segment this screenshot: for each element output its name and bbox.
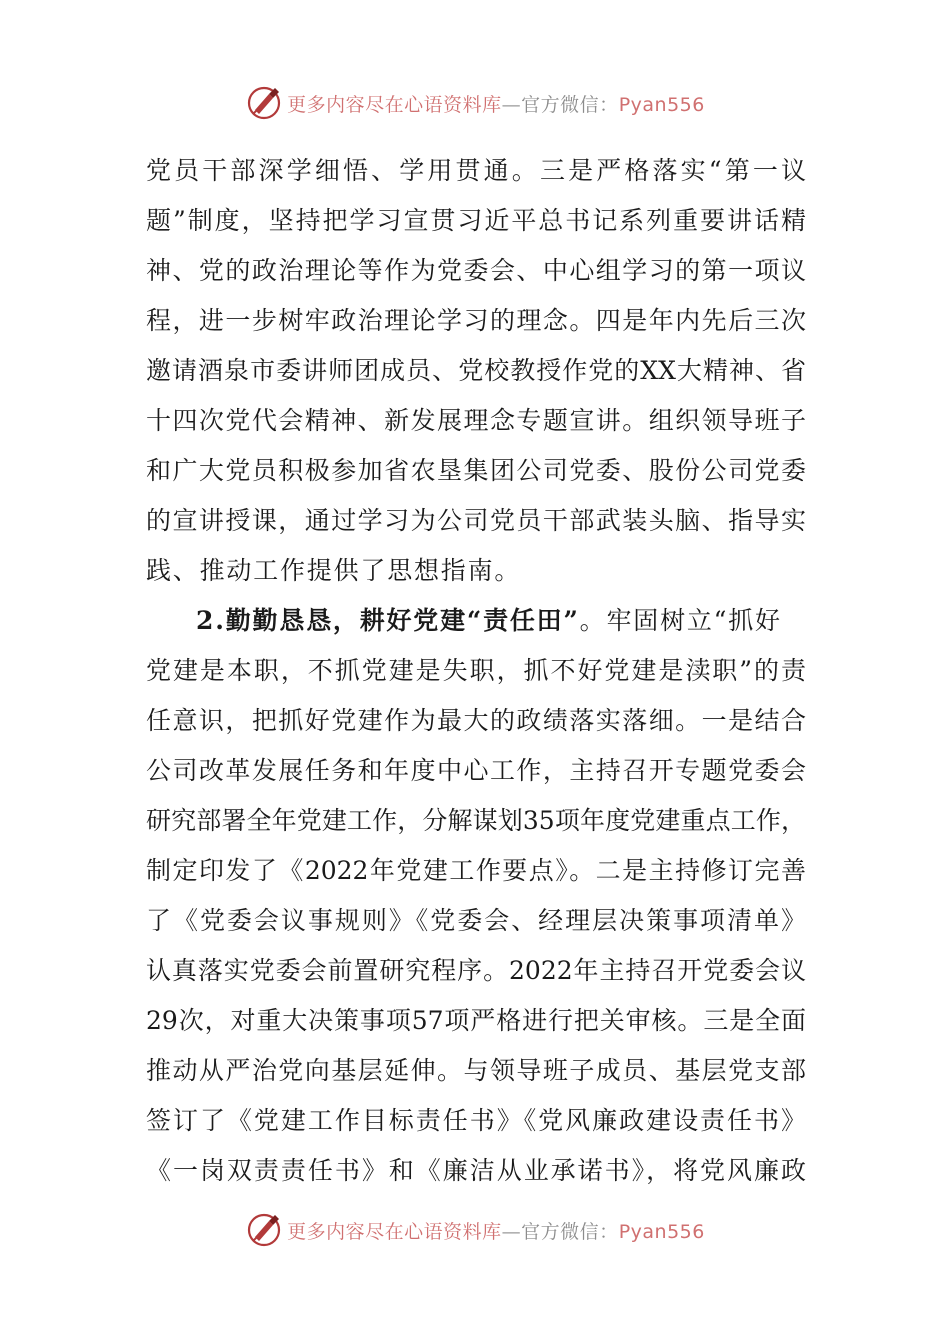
watermark-dash: — <box>501 93 522 116</box>
pen-nib-seal-icon <box>245 84 283 122</box>
text-line: 邀请酒泉市委讲师团成员、党校教授作党的XX大精神、省 <box>146 356 806 385</box>
text-line: 了《党委会议事规则》《党委会、经理层决策事项清单》 <box>146 906 806 935</box>
watermark-main-text: 更多内容尽在心语资料库 <box>287 1220 502 1243</box>
header-watermark <box>0 83 950 123</box>
text-line: 研究部署全年党建工作，分解谋划35项年度党建重点工作， <box>146 806 806 835</box>
text-line: 任意识，把抓好党建作为最大的政绩落实落细。一是结合 <box>146 706 806 735</box>
text-line: 推动从严治党向基层延伸。与领导班子成员、基层党支部 <box>146 1056 806 1085</box>
text-line: 认真落实党委会前置研究程序。2022年主持召开党委会议 <box>146 956 806 985</box>
text-line: 党建是本职，不抓党建是失职，抓不好党建是渎职”的责 <box>146 656 806 685</box>
section-heading-rest: 。牢固树立“抓好 <box>579 606 782 635</box>
document-body <box>146 146 806 1196</box>
text-line: 《一岗双责责任书》和《廉洁从业承诺书》，将党风廉政 <box>146 1156 806 1185</box>
text-line: 29次，对重大决策事项57项严格进行把关审核。三是全面 <box>146 1006 806 1035</box>
text-line: 制定印发了《2022年党建工作要点》。二是主持修订完善 <box>146 856 806 885</box>
text-line: 十四次党代会精神、新发展理念专题宣讲。组织领导班子 <box>146 406 806 435</box>
text-line: 程，进一步树牢政治理论学习的理念。四是年内先后三次 <box>146 306 806 335</box>
text-line: 签订了《党建工作目标责任书》《党风廉政建设责任书》 <box>146 1106 806 1135</box>
text-line: 和广大党员积极参加省农垦集团公司党委、股份公司党委 <box>146 456 806 485</box>
watermark-wechat-label: 官方微信： <box>521 1220 619 1243</box>
text-line: 党员干部深学细悟、学用贯通。三是严格落实“第一议 <box>146 156 806 185</box>
section-heading-line <box>146 596 806 646</box>
watermark-wechat-label: 官方微信： <box>521 93 619 116</box>
pen-nib-seal-icon <box>245 1211 283 1249</box>
watermark-main-text: 更多内容尽在心语资料库 <box>287 93 502 116</box>
watermark-wechat-id: Pyan556 <box>618 1220 705 1243</box>
watermark-text <box>287 90 705 117</box>
section-heading: 2.勤勤恳恳，耕好党建“责任田” <box>196 606 580 635</box>
text-line: 题”制度，坚持把学习宣贯习近平总书记系列重要讲话精 <box>146 206 806 235</box>
text-line: 践、推动工作提供了思想指南。 <box>146 556 522 585</box>
text-line: 公司改革发展任务和年度中心工作，主持召开专题党委会 <box>146 756 806 785</box>
watermark-dash: — <box>501 1220 522 1243</box>
text-line: 神、党的政治理论等作为党委会、中心组学习的第一项议 <box>146 256 806 285</box>
footer-watermark <box>0 1210 950 1250</box>
watermark-wechat-id: Pyan556 <box>618 93 705 116</box>
text-line: 的宣讲授课，通过学习为公司党员干部武装头脑、指导实 <box>146 506 806 535</box>
watermark-text <box>287 1217 705 1244</box>
